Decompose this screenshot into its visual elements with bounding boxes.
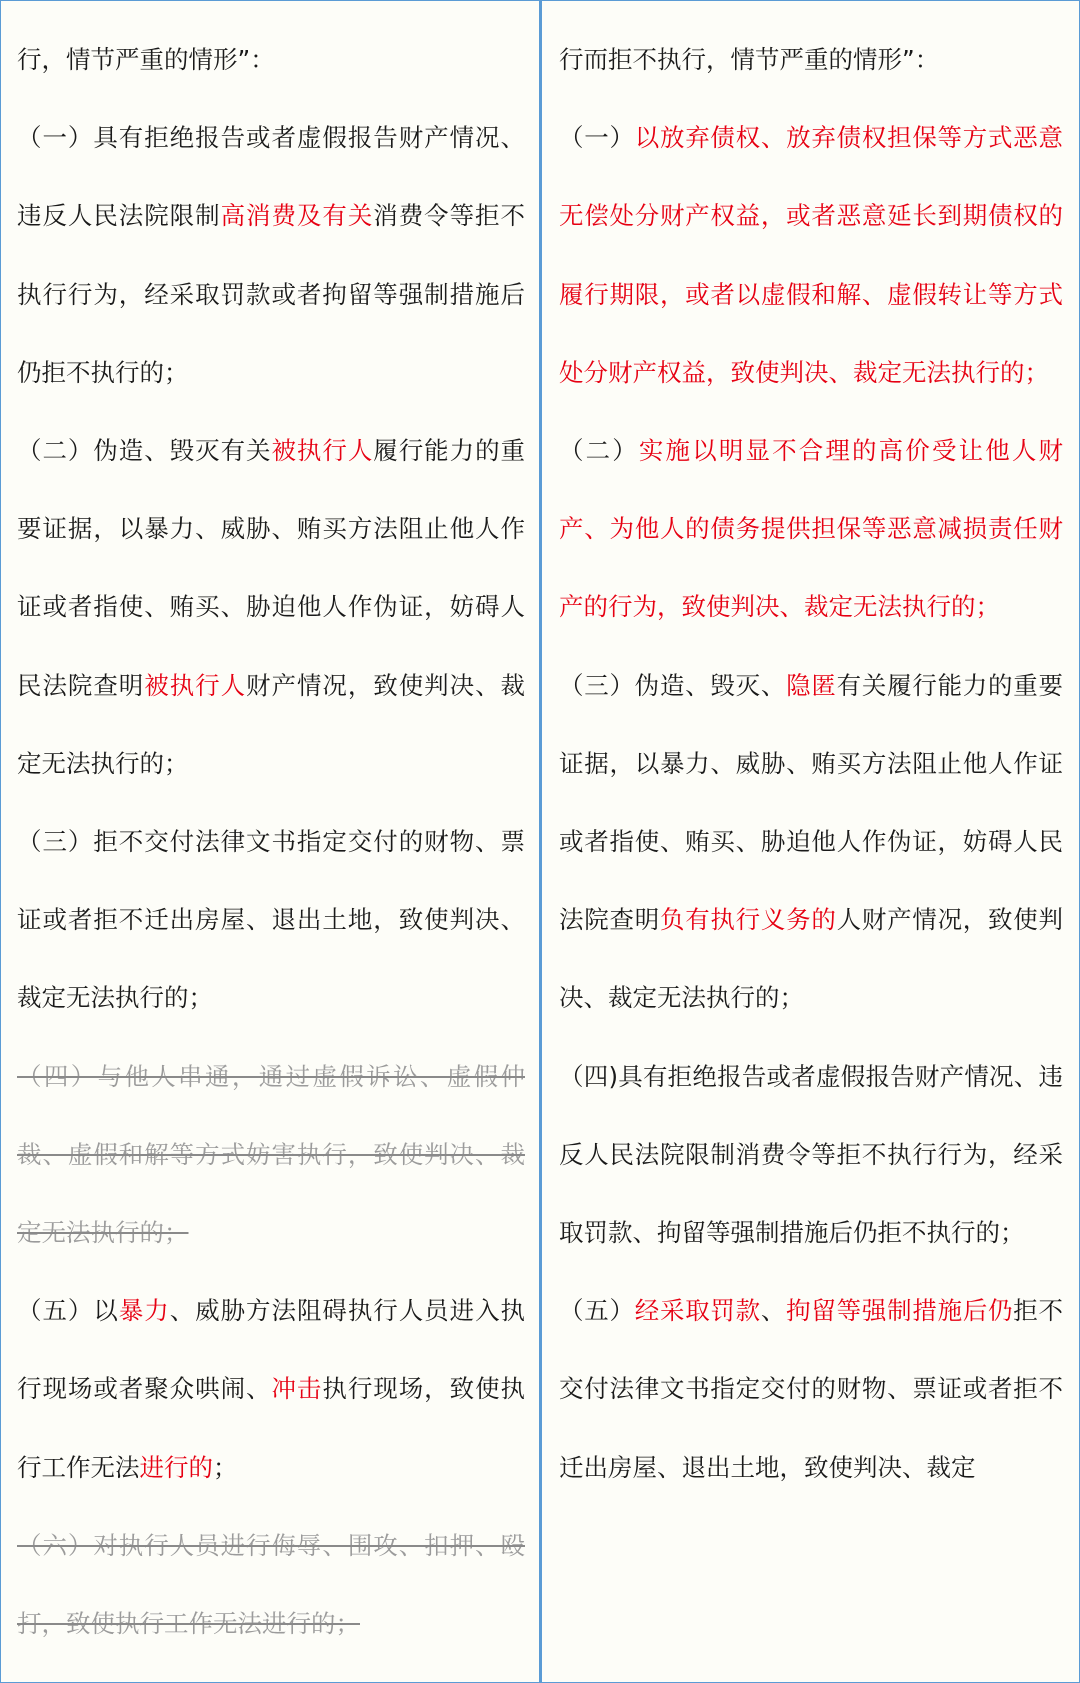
clause-paragraph <box>559 647 1063 1038</box>
highlighted-text: 进行的 <box>139 1452 213 1482</box>
clause-paragraph <box>559 21 1063 99</box>
highlighted-text: 负有执行义务的 <box>659 905 837 935</box>
clause-text: （二）伪造、毁灭有关 <box>17 436 272 466</box>
clause-text: 拒不交付法律文书指定交付的财物、票证或者拒不迁出房屋、退出土地，致使判决、裁定 <box>559 1296 1064 1482</box>
clause-text: （四）与他人串通，通过虚假诉讼、虚假仲裁、虚假和解等方式妨害执行，致使判决、裁定无法执行的； <box>17 1061 525 1248</box>
highlighted-text: 经采取罚款 <box>634 1296 761 1326</box>
highlighted-text: 冲击 <box>271 1374 323 1404</box>
clause-text: （二） <box>559 436 639 466</box>
highlighted-text: 隐匿 <box>786 670 837 700</box>
highlighted-text: 暴力 <box>118 1296 170 1326</box>
clause-paragraph <box>17 21 525 99</box>
clause-text: （一） <box>559 123 635 153</box>
clause-paragraph <box>559 99 1063 412</box>
clause-text: 执行现场，致使执行工作无法 <box>17 1374 526 1482</box>
clause-paragraph <box>17 412 525 803</box>
highlighted-text: 被执行人 <box>271 436 374 466</box>
clause-text: （五） <box>559 1296 635 1326</box>
right-column-revised-text <box>542 1 1079 1682</box>
clause-text: （四)具有拒绝报告或者虚假报告财产情况、违反人民法院限制消费令等拒不执行行为，经采取罚款、拘留等强制措施后仍拒不执行的； <box>559 1061 1063 1248</box>
highlighted-text: 以放弃债权、放弃债权担保等方式恶意无偿处分财产权益，或者恶意延长到期债权的履行期限，或者以虚假和解、虚假转让等方式处分财产权益，致使判决、裁定无法执行的； <box>559 123 1064 387</box>
highlighted-text: 拘留等强制措施后仍 <box>786 1296 1014 1326</box>
clause-paragraph <box>559 412 1063 647</box>
highlighted-text: 被执行人 <box>144 670 247 700</box>
clause-text: 财产情况，致使判决、裁定无法执行的； <box>17 670 526 778</box>
highlighted-text: 高消费及有关 <box>220 201 374 231</box>
clause-text: 有关履行能力的重要证据，以暴力、威胁、贿买方法阻止他人作证或者指使、贿买、胁迫他人作伪证，妨碍人民法院查明 <box>559 670 1064 935</box>
deleted-clause-paragraph <box>17 1507 525 1663</box>
left-column-original-text <box>1 1 542 1682</box>
clause-text: （五）以 <box>17 1296 119 1326</box>
clause-paragraph <box>17 803 525 1038</box>
clause-paragraph <box>17 1272 525 1507</box>
clause-text: （一）具有拒绝报告或者虚假报告财产情况、违反人民法院限制 <box>17 123 525 231</box>
clause-text: （三）拒不交付法律文书指定交付的财物、票证或者拒不迁出房屋、退出土地，致使判决、裁定无法执行的； <box>17 827 525 1013</box>
clause-text: 消费令等拒不执行行为，经采取罚款或者拘留等强制措施后仍拒不执行的； <box>17 201 526 387</box>
clause-text: 、 <box>760 1296 787 1326</box>
highlighted-text: 实施以明显不合理的高价受让他人财产、为他人的债务提供担保等恶意减损责任财产的行为，致使判决、裁定无法执行的； <box>559 436 1064 622</box>
clause-text: （三）伪造、毁灭、 <box>559 670 787 700</box>
clause-paragraph <box>559 1038 1063 1273</box>
clause-text: 人财产情况，致使判决、裁定无法执行的； <box>559 905 1064 1013</box>
clause-paragraph <box>17 99 525 412</box>
clause-text: 履行能力的重要证据，以暴力、威胁、贿买方法阻止他人作证或者指使、贿买、胁迫他人作伪证，妨碍人民法院查明 <box>17 436 526 700</box>
clause-paragraph <box>559 1272 1063 1507</box>
clause-text: 、威胁方法阻碍执行人员进入执行现场或者聚众哄闹、 <box>17 1296 526 1404</box>
clause-text: （六）对执行人员进行侮辱、围攻、扣押、殴打，致使执行工作无法进行的； <box>17 1530 525 1639</box>
deleted-clause-paragraph <box>17 1038 525 1273</box>
clause-text: 行而拒不执行，情节严重的情形”： <box>559 45 940 74</box>
clause-text: ； <box>213 1452 238 1482</box>
clause-text: 行，情节严重的情形”： <box>17 45 275 74</box>
